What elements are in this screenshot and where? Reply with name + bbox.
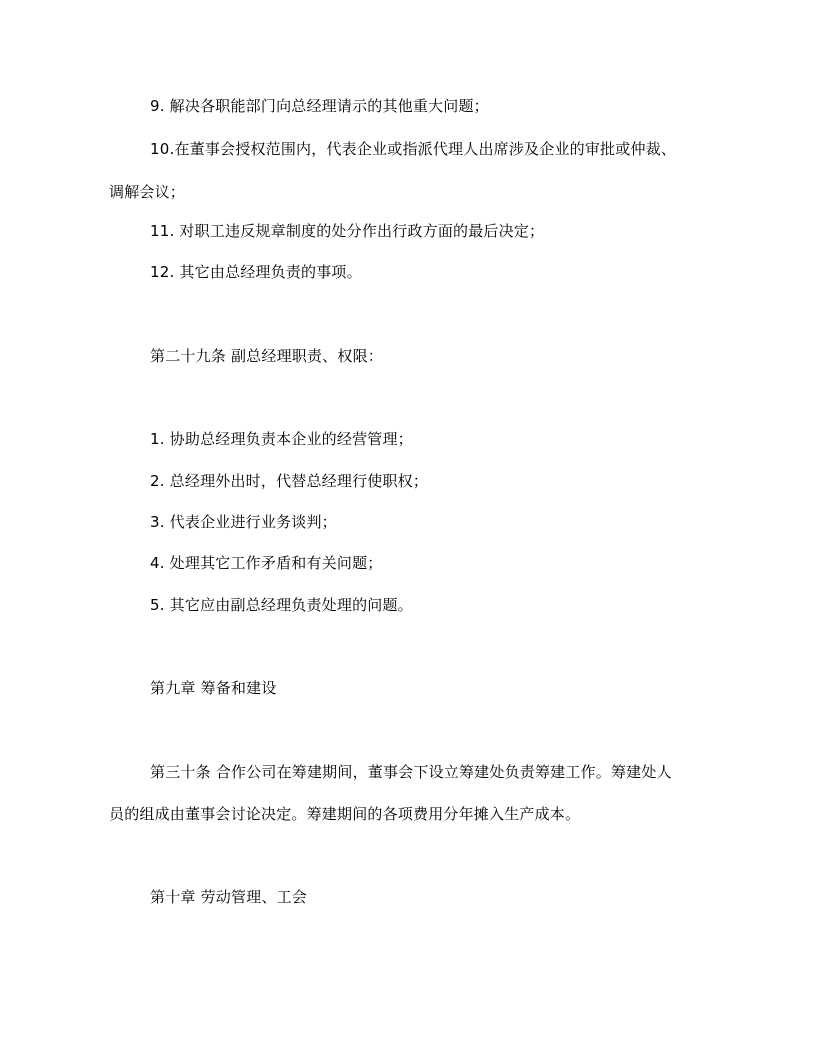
item-11: 11. 对职工违反规章制度的处分作出行政方面的最后决定； bbox=[150, 222, 545, 240]
item-12: 12. 其它由总经理负责的事项。 bbox=[150, 263, 362, 281]
item-10-line-2: 调解会议； bbox=[109, 183, 186, 201]
chapter-9-heading: 第九章 筹备和建设 bbox=[150, 679, 277, 697]
article-30-line-1: 第三十条 合作公司在筹建期间，董事会下设立筹建处负责筹建工作。筹建处人 bbox=[150, 763, 672, 781]
item-10-line-1: 10.在董事会授权范围内，代表企业或指派代理人出席涉及企业的审批或仲裁、 bbox=[150, 140, 677, 158]
chapter-10-heading: 第十章 劳动管理、工会 bbox=[150, 888, 307, 906]
item-9: 9. 解决各职能部门向总经理请示的其他重大问题； bbox=[150, 97, 489, 115]
deputy-item-3: 3. 代表企业进行业务谈判； bbox=[150, 513, 337, 531]
deputy-item-1: 1. 协助总经理负责本企业的经营管理； bbox=[150, 430, 413, 448]
article-30-line-2: 员的组成由董事会讨论决定。筹建期间的各项费用分年摊入生产成本。 bbox=[109, 805, 581, 823]
deputy-item-2: 2. 总经理外出时，代替总经理行使职权； bbox=[150, 472, 429, 490]
deputy-item-5: 5. 其它应由副总经理负责处理的问题。 bbox=[150, 596, 413, 614]
deputy-item-4: 4. 处理其它工作矛盾和有关问题； bbox=[150, 554, 383, 572]
article-29-heading: 第二十九条 副总经理职责、权限： bbox=[150, 347, 383, 365]
